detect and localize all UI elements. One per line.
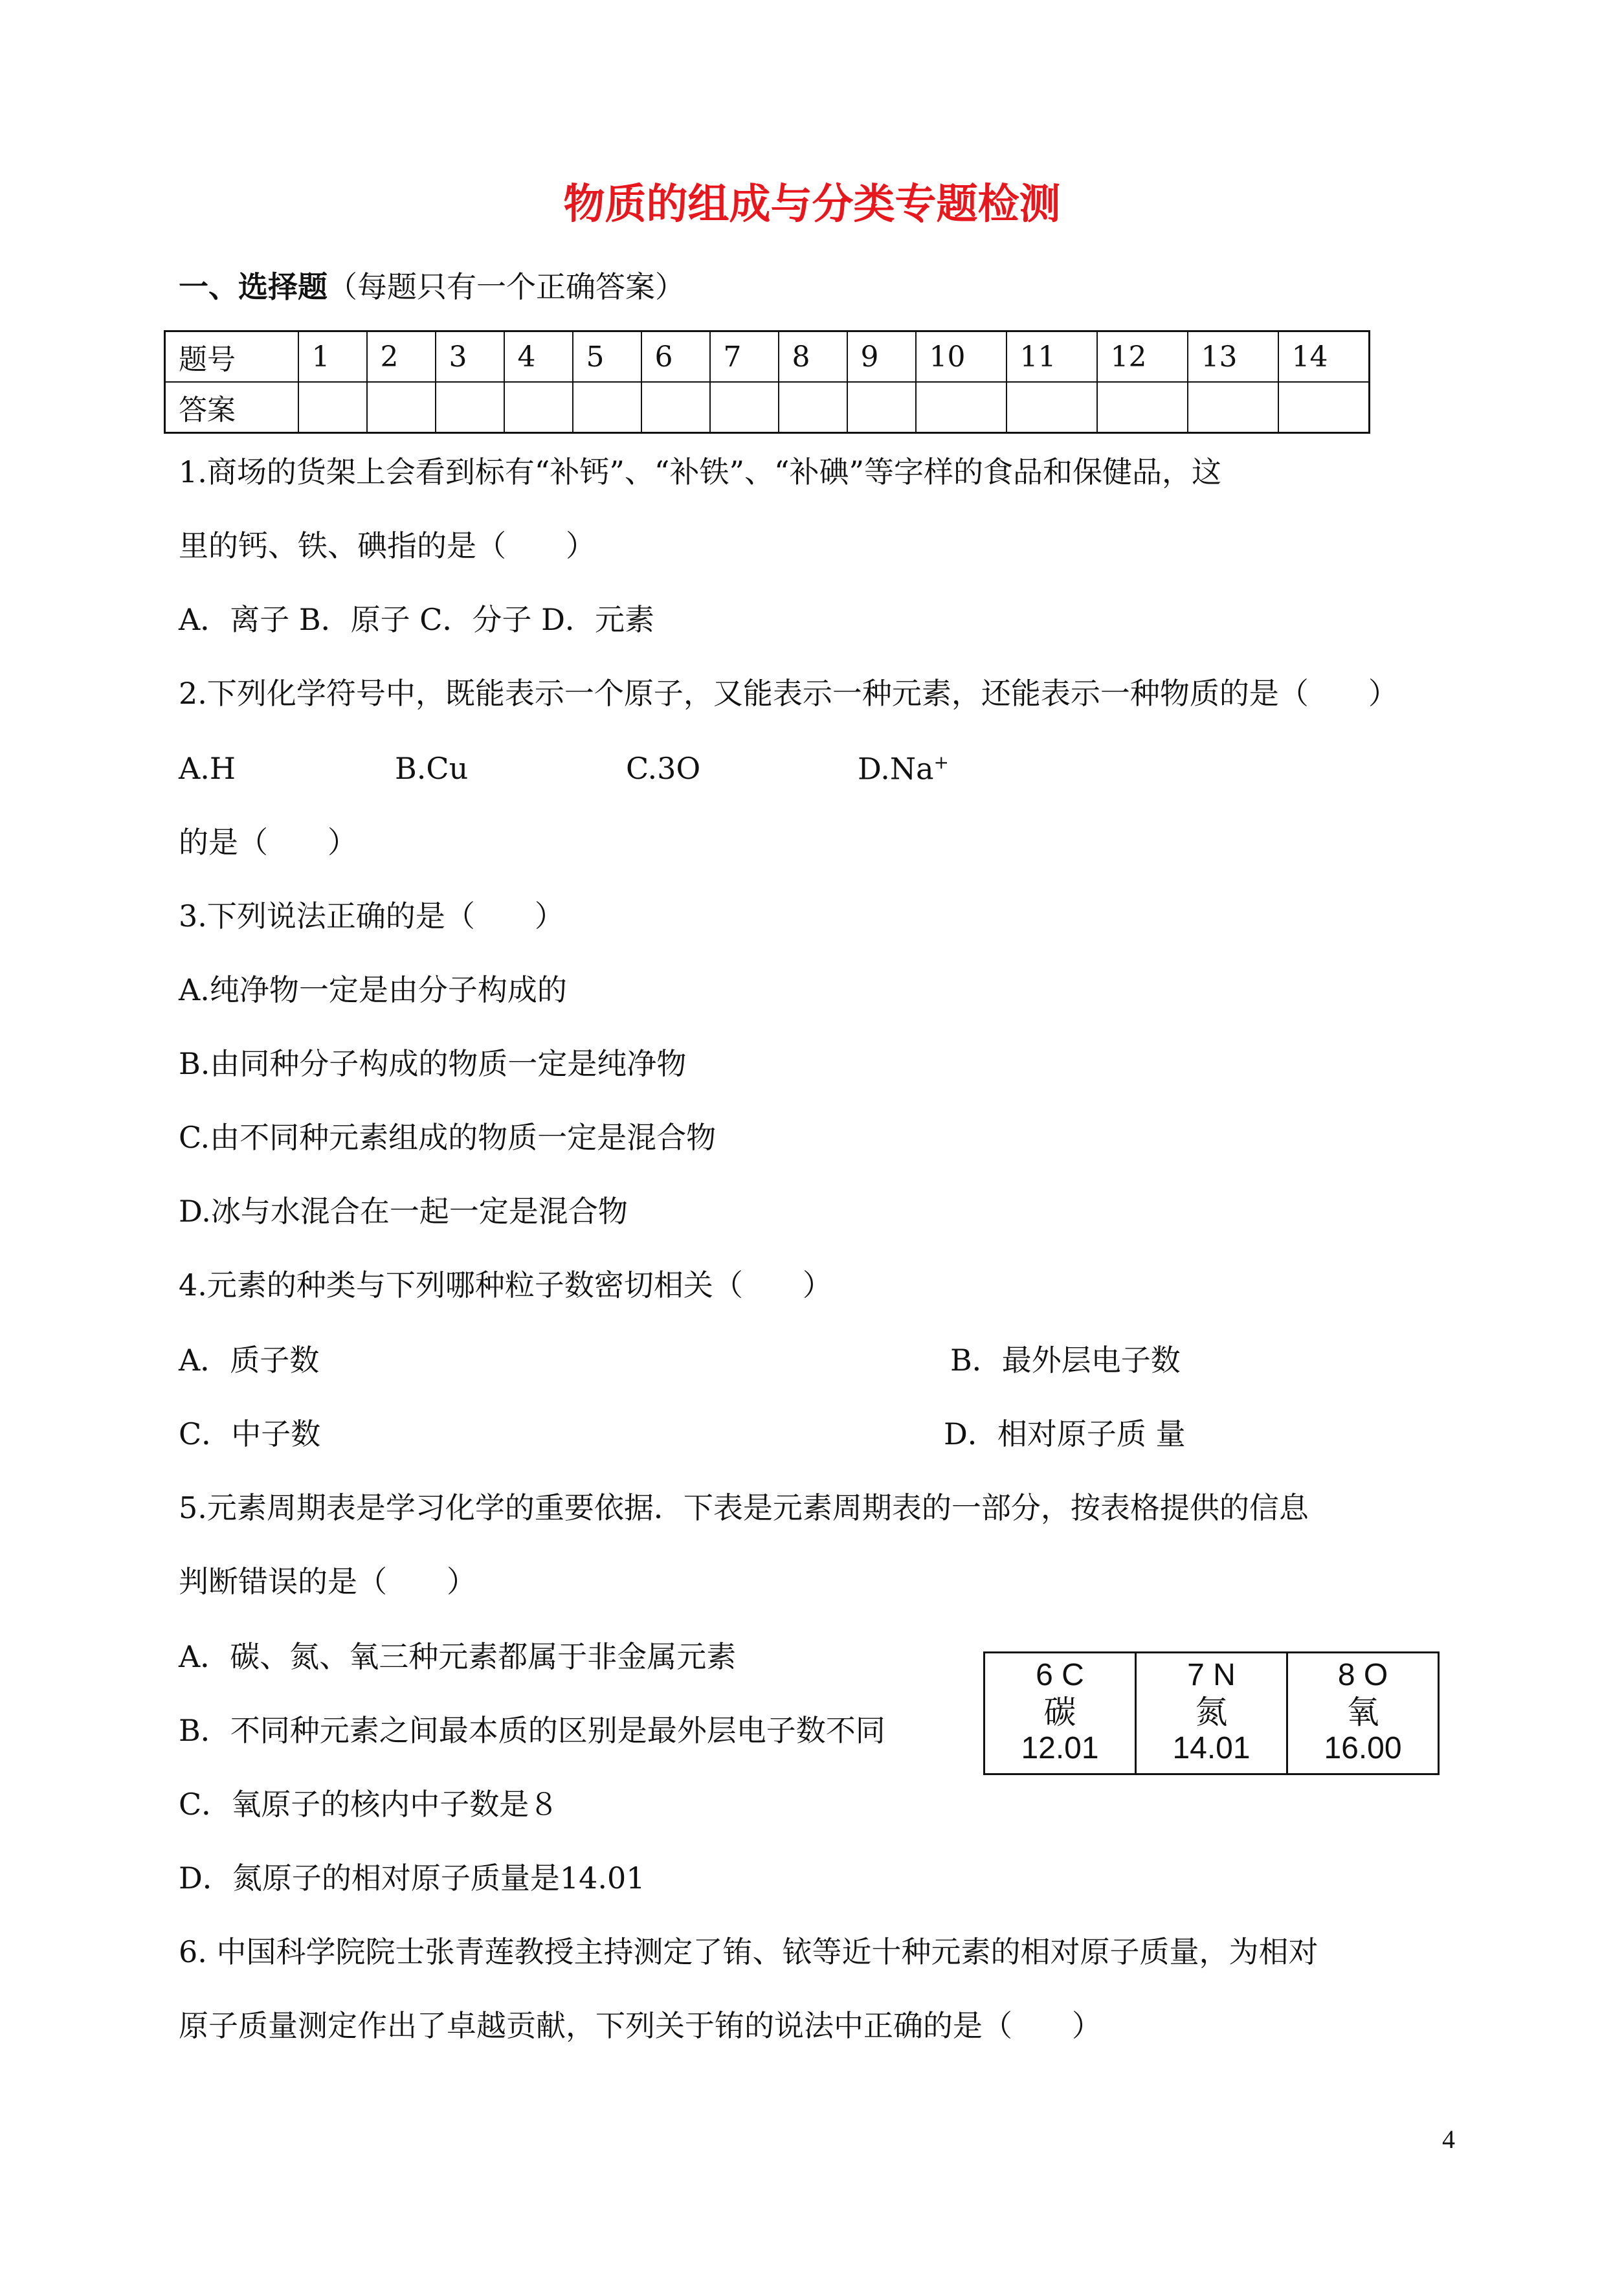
answer-cell[interactable] bbox=[1097, 382, 1188, 433]
q4-option-a: A．质子数 bbox=[179, 1343, 320, 1378]
table-cell: 7 bbox=[710, 331, 779, 383]
answer-cell[interactable] bbox=[367, 382, 436, 433]
element-header: 6 C bbox=[1036, 1658, 1084, 1692]
element-cell-carbon bbox=[985, 1653, 1137, 1773]
element-mass: 14.01 bbox=[1172, 1731, 1251, 1765]
q2-stem: 2.下列化学符号中，既能表示一个原子，又能表示一种元素，还能表示一种物质的是（ ） bbox=[179, 676, 1398, 711]
answer-cell[interactable] bbox=[504, 382, 573, 433]
q6-stem-line1: 6. 中国科学院院士张青莲教授主持测定了铕、铱等近十种元素的相对原子质量，为相对 bbox=[179, 1934, 1318, 1969]
table-cell: 12 bbox=[1097, 331, 1188, 383]
element-cell-nitrogen bbox=[1137, 1653, 1288, 1773]
q1-stem-line2: 里的钙、铁、碘指的是（ ） bbox=[179, 528, 595, 563]
q4-option-b: B．最外层电子数 bbox=[950, 1343, 1181, 1378]
q5-option-a: A．碳、氮、氧三种元素都属于非金属元素 bbox=[179, 1639, 737, 1674]
q5-stem-line2: 判断错误的是（ ） bbox=[179, 1564, 476, 1599]
periodic-table-fragment bbox=[983, 1651, 1440, 1775]
element-name: 氮 bbox=[1195, 1693, 1228, 1731]
answer-table-answer-row bbox=[165, 382, 1370, 433]
q2-option-c: C.3O bbox=[626, 751, 701, 786]
answer-table-header-row bbox=[165, 331, 1370, 383]
answer-cell[interactable] bbox=[436, 382, 504, 433]
page-number: 4 bbox=[1442, 2125, 1455, 2154]
answer-cell[interactable] bbox=[1007, 382, 1097, 433]
q2-option-a: A.H bbox=[179, 751, 236, 786]
answer-cell[interactable] bbox=[573, 382, 641, 433]
q5-stem-line1: 5.元素周期表是学习化学的重要依据．下表是元素周期表的一部分，按表格提供的信息 bbox=[179, 1490, 1309, 1525]
table-cell: 6 bbox=[641, 331, 710, 383]
table-cell: 11 bbox=[1007, 331, 1097, 383]
element-name: 氧 bbox=[1346, 1693, 1379, 1731]
page-title: 物质的组成与分类专题检测 bbox=[563, 181, 1061, 229]
q2-option-d-text: D.Na bbox=[858, 751, 934, 787]
q3-option-c: C.由不同种元素组成的物质一定是混合物 bbox=[179, 1120, 717, 1155]
q3-option-d: D.冰与水混合在一起一定是混合物 bbox=[179, 1194, 628, 1229]
element-header: 7 N bbox=[1187, 1658, 1236, 1692]
q6-stem-line2: 原子质量测定作出了卓越贡献，下列关于铕的说法中正确的是（ ） bbox=[179, 2008, 1102, 2043]
table-cell: 14 bbox=[1278, 331, 1370, 383]
q3-option-b: B.由同种分子构成的物质一定是纯净物 bbox=[179, 1046, 687, 1081]
answer-cell[interactable] bbox=[710, 382, 779, 433]
section-heading-label: 一、选择题 bbox=[179, 269, 328, 304]
table-cell: 4 bbox=[504, 331, 573, 383]
q3-option-a: A.纯净物一定是由分子构成的 bbox=[179, 972, 567, 1007]
table-cell: 5 bbox=[573, 331, 641, 383]
q1-stem-line1: 1.商场的货架上会看到标有“补钙”、“补铁”、“补碘”等字样的食品和保健品，这 bbox=[179, 454, 1221, 489]
q2-option-d bbox=[858, 751, 950, 787]
section-heading bbox=[179, 269, 685, 304]
element-header: 8 O bbox=[1337, 1658, 1388, 1692]
answer-cell[interactable] bbox=[298, 382, 367, 433]
table-cell: 13 bbox=[1188, 331, 1278, 383]
answer-cell[interactable] bbox=[1278, 382, 1370, 433]
answer-table bbox=[164, 330, 1370, 434]
answer-cell[interactable] bbox=[847, 382, 916, 433]
q3-stem: 3.下列说法正确的是（ ） bbox=[179, 899, 564, 934]
table-cell: 2 bbox=[367, 331, 436, 383]
table-cell: 题号 bbox=[165, 331, 298, 383]
element-cell-oxygen bbox=[1288, 1653, 1438, 1773]
q4-stem: 4.元素的种类与下列哪种粒子数密切相关（ ） bbox=[179, 1268, 832, 1303]
table-cell: 1 bbox=[298, 331, 367, 383]
table-cell: 3 bbox=[436, 331, 504, 383]
element-mass: 16.00 bbox=[1324, 1731, 1402, 1765]
element-mass: 12.01 bbox=[1021, 1731, 1099, 1765]
section-heading-note: （每题只有一个正确答案） bbox=[328, 269, 685, 304]
q5-option-c: C．氧原子的核内中子数是８ bbox=[179, 1787, 559, 1822]
answer-cell[interactable] bbox=[641, 382, 710, 433]
table-cell: 9 bbox=[847, 331, 916, 383]
answer-cell[interactable] bbox=[779, 382, 847, 433]
q5-option-b: B．不同种元素之间最本质的区别是最外层电子数不同 bbox=[179, 1713, 885, 1748]
element-name: 碳 bbox=[1043, 1693, 1076, 1731]
q4-option-d: D．相对原子质 量 bbox=[944, 1416, 1186, 1451]
table-cell: 10 bbox=[916, 331, 1007, 383]
answer-cell[interactable] bbox=[916, 382, 1007, 433]
answer-cell[interactable] bbox=[1188, 382, 1278, 433]
q4-option-c: C．中子数 bbox=[179, 1416, 321, 1451]
q2-option-d-charge: + bbox=[933, 752, 950, 773]
table-cell: 8 bbox=[779, 331, 847, 383]
q1-options: A．离子 B．原子 C．分子 D．元素 bbox=[179, 602, 654, 637]
q2-option-b: B.Cu bbox=[395, 751, 469, 786]
q2-extra-line: 的是（ ） bbox=[179, 825, 357, 860]
table-cell: 答案 bbox=[165, 382, 298, 433]
q5-option-d: D．氮原子的相对原子质量是14.01 bbox=[179, 1861, 645, 1896]
